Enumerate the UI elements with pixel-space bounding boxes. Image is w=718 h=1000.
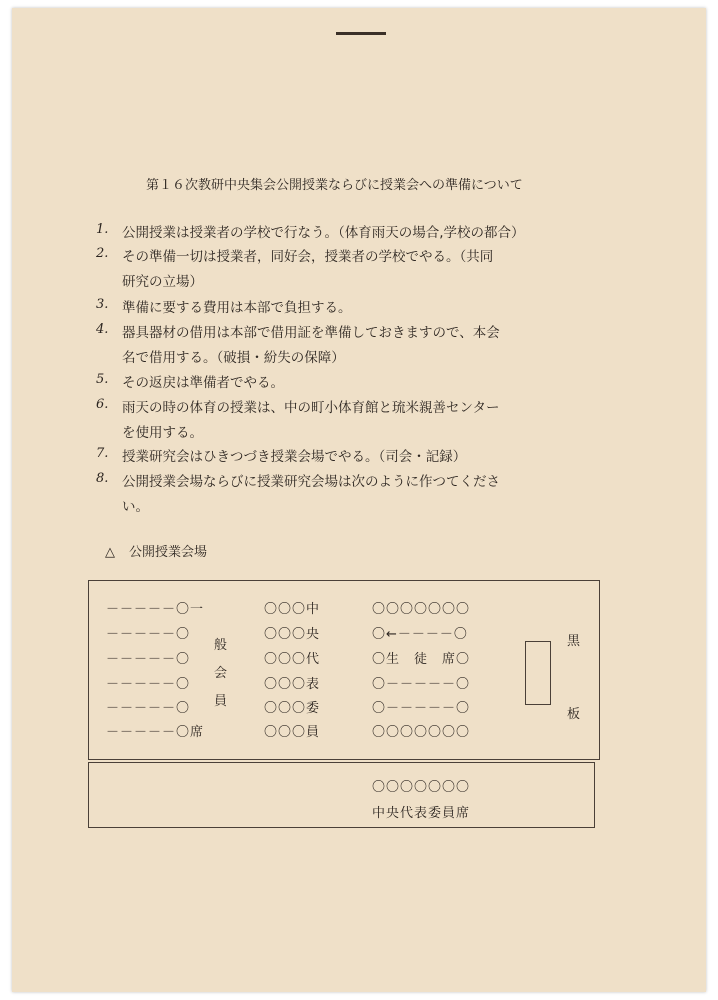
delegate-seat-box: [88, 762, 595, 828]
general-seat-label: 会: [214, 666, 229, 681]
delegate-seat-row: 〇〇〇委: [264, 701, 321, 716]
triangle-icon: △: [105, 545, 115, 560]
student-seat-row: 〇←－－－－〇: [372, 627, 468, 642]
blackboard-label-bottom: 板: [567, 707, 581, 722]
item-text: 名で借用する。（破損・紛失の保障）: [122, 350, 345, 366]
item-number: 8.: [96, 471, 109, 486]
general-seat-row: －－－－－〇席: [106, 725, 205, 740]
document-title: 第１６次教研中央集会公開授業ならびに授業会への準備について: [146, 178, 523, 193]
student-seat-row: 〇〇〇〇〇〇〇: [372, 725, 471, 740]
item-text: 研究の立場）: [122, 274, 203, 290]
general-seat-label: 般: [214, 638, 229, 653]
item-text: 準備に要する費用は本部で負担する。: [122, 300, 352, 316]
delegate-seat-row: 〇〇〇表: [264, 677, 321, 692]
item-number: 3.: [96, 297, 109, 312]
item-text: い。: [122, 499, 149, 515]
student-seat-row: 〇〇〇〇〇〇〇: [372, 602, 471, 617]
item-text: 雨天の時の体育の授業は、中の町小体育館と琉米親善センター: [122, 400, 500, 416]
section-label: 公開授業会場: [129, 545, 208, 560]
top-bar-mark: [336, 32, 386, 35]
item-number: 6.: [96, 397, 109, 412]
item-text: 公開授業は授業者の学校で行なう。（体育雨天の場合,学校の都合）: [122, 225, 525, 241]
general-seat-row: －－－－－〇: [106, 677, 191, 692]
general-seat-row: －－－－－〇: [106, 652, 191, 667]
item-number: 7.: [96, 446, 109, 461]
item-text: その返戻は準備者でやる。: [122, 375, 284, 391]
item-text: その準備一切は授業者，同好会，授業者の学校でやる。（共同: [122, 249, 494, 265]
central-delegate-seats: 〇〇〇〇〇〇〇: [372, 780, 471, 795]
section-heading: [105, 541, 207, 560]
delegate-seat-row: 〇〇〇代: [264, 652, 321, 667]
student-seat-row: 〇生 徒 席〇: [372, 652, 471, 667]
item-number: 1.: [96, 222, 109, 237]
item-number: 4.: [96, 322, 109, 337]
central-delegate-label: 中央代表委員席: [372, 806, 471, 821]
delegate-seat-row: 〇〇〇員: [264, 725, 321, 740]
blackboard-label-top: 黒: [567, 634, 581, 649]
item-text: 授業研究会はひきつづき授業会場でやる。（司会・記録）: [122, 449, 467, 465]
delegate-seat-row: 〇〇〇中: [264, 602, 321, 617]
item-number: 2.: [96, 246, 109, 261]
document-page: [12, 8, 706, 992]
item-text: 器具器材の借用は本部で借用証を準備しておきますので、本会: [122, 325, 500, 341]
blackboard: [525, 641, 551, 705]
student-seat-row: 〇－－－－－〇: [372, 677, 471, 692]
item-number: 5.: [96, 372, 109, 387]
delegate-seat-row: 〇〇〇央: [264, 627, 321, 642]
item-text: を使用する。: [122, 425, 203, 441]
item-text: 公開授業会場ならびに授業研究会場は次のように作つてくださ: [122, 474, 500, 490]
student-seat-row: 〇－－－－－〇: [372, 701, 471, 716]
general-seat-row: －－－－－〇: [106, 701, 191, 716]
general-seat-label: 員: [214, 694, 229, 709]
general-seat-row: －－－－－〇一: [106, 602, 205, 617]
general-seat-row: －－－－－〇: [106, 627, 191, 642]
